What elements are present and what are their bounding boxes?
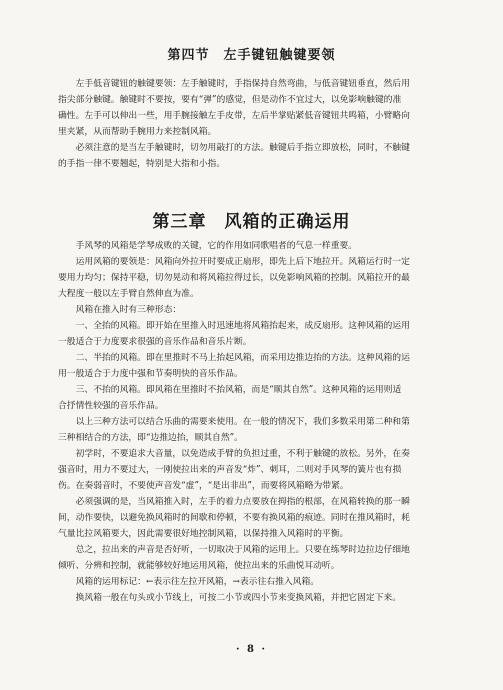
paragraph-line: 合抒情性较强的音乐作品。	[58, 401, 164, 411]
paragraph-line: 以上三种方法可以结合乐曲的需要来使用。在一般的情况下，我们多数采用第二种和第	[75, 417, 410, 427]
paragraph-line: 必须注意的是当左手触键时，切勿用敲打的方法。触键后手指立即放松，同时，不触键	[75, 143, 410, 153]
paragraph-line: 的手指一律不要翘起，特别是大指和小指。	[58, 159, 226, 169]
page-number: · 8 ·	[236, 644, 267, 655]
paragraph-line: 用一般适合于力度中强和节奏明快的音乐作品。	[58, 369, 243, 379]
paragraph-line: 要用力均匀；保持平稳，切勿晃动和将风箱拉得过长，以免影响风箱的控制。风箱拉开的最	[58, 273, 410, 283]
paragraph-line: 伤。在奏弱音时，不要使声音发“虚”，“是出非出”，而要将风箱略为带紧。	[58, 481, 349, 491]
paragraph-line: 风箱在推入时有三种形态：	[75, 305, 182, 315]
paragraph-line: 总之，拉出来的声音是否好听，一切取决于风箱的运用上。只要在练琴时边拉边仔细地	[75, 545, 410, 555]
paragraph-line: 必须强调的是，当风箱推入时，左手的着力点要放在拇指的根部，在风箱转换的那一瞬	[75, 497, 410, 507]
section-title: 第四节 左手键钮触键要领	[167, 48, 336, 63]
paragraph-line: 倾听、分辨和控制，就能够较好地运用风箱，使拉出来的乐曲悦耳动听。	[58, 561, 340, 571]
paragraph-line: 一、全抬的风箱。即开始在里推入时迅速地将风箱抬起来，成反扇形。这种风箱的运用	[75, 321, 410, 331]
chapter-title: 第三章 风箱的正确运用	[152, 212, 351, 232]
paragraph-line: 三、不抬的风箱。即风箱在里推时不抬风箱，而是“顺其自然”。这种风箱的运用则适	[75, 385, 402, 395]
paragraph-line: 手风琴的风箱是学琴成败的关键，它的作用如同歌唱者的气息一样重要。	[75, 241, 358, 251]
paragraph-line: 里夹紧，从而帮助手腕用力来控制风箱。	[58, 127, 217, 137]
paragraph-line: 气量比拉风箱要大，因此需要很好地控制风箱，以保持推入风箱时的平衡。	[58, 529, 349, 539]
paragraph-line: 左手低音键钮的触键要领：左手触键时，手指保持自然弯曲，与低音键钮垂直，然后用	[75, 79, 410, 89]
paragraph-line: 二、半抬的风箱。即在里推时不马上抬起风箱，而采用边推边抬的方法。这种风箱的运	[75, 353, 410, 363]
paragraph-line: 初学时，不要追求大音量，以免造成手臂的负担过重，不利于触键的放松。另外，在奏	[75, 449, 410, 459]
paragraph-line: 换风箱一般在句头或小节线上，可按二小节或四小节来变换风箱，并把它固定下来。	[75, 593, 402, 603]
paragraph-line: 强音时，用力不要过大，一刚使拉出来的声音发“炸”、刺耳，二则对手风琴的簧片也有损	[58, 465, 402, 475]
paragraph-line: 一般适合于力度要求很强的音乐作品和音乐片断。	[58, 337, 252, 347]
paragraph-line: 风箱的运用标记：←表示往左拉开风箱，→表示往右推入风箱。	[75, 577, 320, 587]
paragraph-line: 大程度一般以左手臂自然伸直为准。	[58, 289, 199, 299]
paragraph-line: 间，动作要快，以避免换风箱时的间歇和停顿，不要有换风箱的痕迹。同时在推风箱时，耗	[58, 513, 410, 523]
paragraph-line: 确性。左手可以伸出一些，用手腕接触左手皮带，左后半掌贴紧低音键钮共鸣箱，小臂略向	[58, 111, 410, 121]
chapter-body	[58, 238, 460, 606]
paragraph-line: 指尖部分触键。触键时不要按，要有“弹”的感觉，但是动作不宜过大，以免影响触键的准	[58, 95, 402, 105]
section-body	[58, 76, 460, 172]
paragraph-line: 三种相结合的方法，即“边推边抬，顺其自然”。	[58, 433, 243, 443]
paragraph-line: 运用风箱的要领是：风箱向外拉开时要成正扇形，即先上后下地拉开。风箱运行时一定	[75, 257, 410, 267]
